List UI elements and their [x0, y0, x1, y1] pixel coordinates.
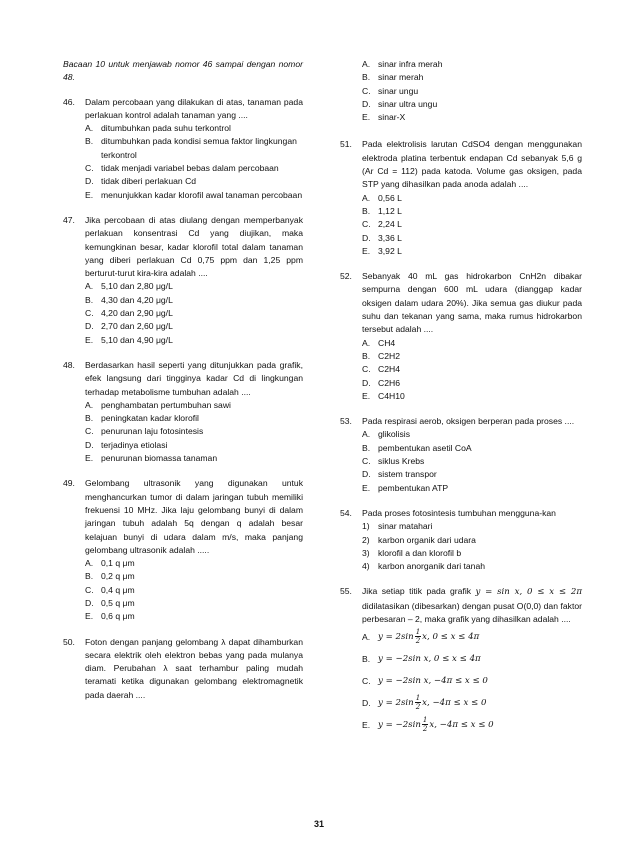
option-text: penghambatan pertumbuhan sawi: [101, 399, 231, 410]
option-letter: B.: [362, 654, 371, 665]
option-a[interactable]: [85, 399, 303, 412]
option-letter: 4): [362, 561, 370, 572]
option-text: 3,92 L: [378, 245, 402, 256]
fraction: [415, 628, 421, 645]
option-d[interactable]: [85, 175, 303, 188]
option-letter: C.: [85, 163, 94, 174]
option-b[interactable]: [362, 350, 582, 363]
option-d[interactable]: [362, 98, 582, 111]
formula-prefix: y = −2sin: [378, 720, 421, 731]
option-letter: B.: [362, 442, 371, 453]
option-e[interactable]: [362, 390, 582, 403]
option-letter: B.: [85, 413, 94, 424]
question-text: [362, 585, 582, 626]
option-letter: A.: [85, 123, 94, 134]
page-number: 31: [313, 819, 324, 829]
option-text: sinar ungu: [378, 85, 419, 96]
option-formula: [378, 714, 582, 736]
option-4[interactable]: [362, 560, 582, 573]
option-c[interactable]: [85, 425, 303, 438]
reading-intro: Bacaan 10 untuk menjawab nomor 46 sampai dengan nomor 48.: [63, 59, 303, 83]
option-text: penurunan laju fotosintesis: [101, 426, 204, 437]
fraction: [422, 716, 428, 733]
option-letter: B.: [362, 205, 371, 216]
question-number: 51.: [340, 139, 352, 150]
option-text: 0,4 q μm: [101, 584, 135, 595]
option-3[interactable]: [362, 547, 582, 560]
option-d[interactable]: [362, 468, 582, 481]
question-48: [63, 359, 303, 465]
option-text: menunjukkan kadar klorofil awal tanaman percobaan: [101, 189, 303, 200]
option-text: 4,20 dan 2,90 μg/L: [101, 308, 173, 319]
option-d[interactable]: [85, 597, 303, 610]
question-46: [63, 96, 303, 202]
option-text: C2H6: [378, 377, 400, 388]
option-a[interactable]: [362, 192, 582, 205]
option-b[interactable]: [85, 135, 303, 162]
option-text: sinar matahari: [378, 521, 433, 532]
option-b[interactable]: [85, 412, 303, 425]
option-letter: B.: [362, 350, 371, 361]
fraction-denominator: 2: [415, 637, 421, 646]
option-letter: D.: [85, 597, 94, 608]
option-letter: C.: [362, 676, 371, 687]
question-54: [340, 507, 582, 573]
option-text: sistem transpor: [378, 469, 437, 480]
option-text: sinar ultra ungu: [378, 98, 438, 109]
formula-suffix: x, −4π ≤ x ≤ 0: [429, 720, 494, 731]
option-letter: C.: [362, 364, 371, 375]
question-text: Sebanyak 40 mL gas hidrokarbon CnH2n dibakar sempurna dengan 600 mL udara (dianggap kadar oksigen dalam udara 20%). Jika semua gas diukur pada suhu dan tekanan yang sama, maka rumus hidrokarbon tersebut adalah ....: [362, 271, 582, 335]
option-a[interactable]: [362, 337, 582, 350]
option-text: tidak menjadi variabel bebas dalam percobaan: [101, 163, 279, 174]
option-letter: B.: [85, 136, 94, 147]
option-a[interactable]: [85, 122, 303, 135]
option-letter: C.: [85, 308, 94, 319]
option-text: tidak diberi perlakuan Cd: [101, 176, 197, 187]
option-text: 1,12 L: [378, 205, 402, 216]
graph-formula: y = sin x, 0 ≤ x ≤ 2π: [475, 587, 583, 598]
option-letter: A.: [362, 59, 371, 69]
question-52: [340, 270, 582, 403]
option-text: C4H10: [378, 390, 405, 401]
option-a[interactable]: [362, 428, 582, 441]
question-number: 47.: [63, 214, 75, 225]
question-50: [63, 636, 303, 702]
option-c[interactable]: [85, 307, 303, 320]
option-e[interactable]: [85, 189, 303, 202]
option-e[interactable]: [362, 482, 582, 495]
question-text: Pada proses fotosintesis tumbuhan mengguna-kan: [362, 507, 556, 518]
fraction-numerator: 1: [415, 694, 421, 703]
option-text: 4,30 dan 4,20 μg/L: [101, 294, 173, 305]
fraction-numerator: 1: [415, 628, 421, 637]
formula-prefix: y = 2sin: [378, 698, 414, 709]
question-text: Pada elektrolisis larutan CdSO4 dengan menggunakan elektroda platina terbentuk endapan Cd sebanyak 5,6 g (Ar Cd = 112) pada katoda. Volume gas oksigen, pada STP yang dihasilkan pada anoda adalah ....: [362, 139, 582, 190]
question-47: [63, 214, 303, 347]
question-number: 52.: [340, 271, 352, 282]
option-text: 5,10 dan 4,90 μg/L: [101, 334, 173, 345]
option-b[interactable]: [85, 570, 303, 583]
option-letter: E.: [85, 189, 94, 200]
option-e[interactable]: [362, 111, 582, 124]
option-c[interactable]: [362, 670, 582, 692]
fraction-numerator: 1: [422, 716, 428, 725]
question-text: Foton dengan panjang gelombang λ dapat dihamburkan secara elektrik oleh elektron bebas yang pada mulanya diam. Perubahan λ saat terhambur paling mudah teramati ketika digunakan gelombang elektromagnetik pada daerah ....: [85, 636, 303, 700]
option-letter: E.: [362, 720, 371, 731]
option-text: 0,5 q μm: [101, 597, 135, 608]
option-text: pembentukan asetil CoA: [378, 442, 472, 453]
option-text: glikolisis: [378, 429, 410, 440]
option-text: karbon anorganik dari tanah: [378, 561, 486, 572]
option-c[interactable]: [362, 455, 582, 468]
fraction-denominator: 2: [415, 703, 421, 712]
option-letter: A.: [85, 558, 94, 569]
option-d[interactable]: [362, 692, 582, 714]
question-53: [340, 415, 582, 495]
option-text: CH4: [378, 337, 396, 348]
question-number: 50.: [63, 636, 75, 647]
option-text: ditumbuhkan pada kondisi semua faktor lingkungan terkontrol: [101, 136, 297, 160]
option-a[interactable]: [362, 58, 582, 71]
option-text: 2,70 dan 2,60 μg/L: [101, 321, 173, 332]
option-letter: E.: [362, 482, 371, 493]
option-d[interactable]: [362, 232, 582, 245]
option-letter: E.: [85, 334, 94, 345]
question-number: 49.: [63, 478, 75, 489]
option-letter: C.: [85, 584, 94, 595]
question-text: Dalam percobaan yang dilakukan di atas, tanaman pada perlakuan kontrol adalah tanaman yang ....: [85, 96, 303, 120]
fraction-denominator: 2: [422, 725, 428, 734]
option-b[interactable]: [362, 442, 582, 455]
question-number: 55.: [340, 586, 352, 597]
option-letter: A.: [85, 281, 94, 292]
option-letter: E.: [85, 611, 94, 622]
option-c[interactable]: [362, 85, 582, 98]
option-letter: B.: [362, 72, 371, 83]
option-c[interactable]: [85, 162, 303, 175]
option-letter: D.: [85, 176, 94, 187]
option-text: terjadinya etiolasi: [101, 439, 168, 450]
option-e[interactable]: [362, 714, 582, 736]
option-text: peningkatan kadar klorofil: [101, 413, 199, 424]
right-column: [340, 58, 582, 748]
option-letter: 1): [362, 521, 370, 532]
option-a[interactable]: [85, 557, 303, 570]
option-text: 0,6 q μm: [101, 611, 135, 622]
question-text-start: Jika setiap titik pada grafik: [362, 586, 472, 597]
option-letter: D.: [362, 469, 371, 480]
option-letter: A.: [362, 337, 371, 348]
option-b[interactable]: [362, 648, 582, 670]
formula-suffix: x, −4π ≤ x ≤ 0: [422, 698, 487, 709]
option-a[interactable]: [85, 280, 303, 293]
option-text: 3,36 L: [378, 232, 402, 243]
fraction: [415, 694, 421, 711]
option-formula: y = −2sin x, −4π ≤ x ≤ 0: [378, 676, 488, 687]
option-text: C2H2: [378, 350, 400, 361]
question-text: Pada respirasi aerob, oksigen berperan pada proses ....: [362, 416, 575, 427]
option-letter: D.: [362, 698, 371, 709]
option-letter: D.: [362, 98, 371, 109]
option-text: 5,10 dan 2,80 μg/L: [101, 281, 173, 292]
option-e[interactable]: [362, 245, 582, 258]
option-letter: E.: [362, 245, 371, 256]
option-text: sinar-X: [378, 112, 406, 123]
option-text: karbon organik dari udara: [378, 534, 476, 545]
question-text-rest: didilatasikan (dibesarkan) dengan pusat O(0,0) dan faktor perbesaran – 2, maka grafik yang dihasilkan adalah ....: [362, 600, 582, 624]
option-text: penurunan biomassa tanaman: [101, 453, 218, 464]
option-text: pembentukan ATP: [378, 482, 449, 493]
option-formula: [378, 626, 582, 648]
question-text: Jika percobaan di atas diulang dengan memperbanyak perlakuan konsentrasi Cd yang diujikan, maka kemungkinan besar, kadar klorofil total dalam tanaman yang diberi perlakuan Cd 0,75 ppm dan 1,25 ppm berturut-turut kira-kira adalah ....: [85, 214, 303, 279]
question-number: 46.: [63, 96, 75, 107]
option-letter: C.: [362, 456, 371, 467]
option-text: ditumbuhkan pada suhu terkontrol: [101, 123, 231, 134]
option-letter: E.: [85, 453, 94, 464]
option-e[interactable]: [85, 610, 303, 623]
option-1[interactable]: [362, 520, 582, 533]
option-b[interactable]: [362, 205, 582, 218]
option-letter: 2): [362, 534, 370, 545]
option-letter: D.: [85, 439, 94, 450]
option-c[interactable]: [85, 584, 303, 597]
question-number: 54.: [340, 507, 352, 518]
option-text: klorofil a dan klorofil b: [378, 547, 462, 558]
option-text: sinar merah: [378, 72, 424, 83]
option-letter: B.: [85, 571, 94, 582]
option-text: 0,1 q μm: [101, 558, 135, 569]
option-text: sinar infra merah: [378, 59, 443, 69]
option-formula: y = −2sin x, 0 ≤ x ≤ 4π: [378, 654, 481, 665]
question-text: Gelombang ultrasonik yang digunakan untuk menghancurkan tumor di dalam jaringan tubuh memiliki frekuensi 10 MHz. Jika laju gelombang bunyi di dalam jaringan tubuh adalah 5q dengan q adalah besar kelajuan bunyi di udara dalam m/s, maka panjang gelombang ultrasonik adalah .....: [85, 478, 303, 555]
question-51: [340, 138, 582, 258]
option-a[interactable]: [362, 626, 582, 648]
option-c[interactable]: [362, 218, 582, 231]
option-letter: A.: [362, 429, 371, 440]
option-text: 0,2 q μm: [101, 571, 135, 582]
option-d[interactable]: [362, 377, 582, 390]
option-letter: C.: [362, 85, 371, 96]
option-c[interactable]: [362, 363, 582, 376]
question-number: 48.: [63, 359, 75, 370]
option-letter: D.: [85, 321, 94, 332]
option-text: 0,56 L: [378, 192, 402, 203]
option-letter: A.: [362, 192, 371, 203]
option-letter: A.: [362, 632, 371, 643]
option-e[interactable]: [85, 334, 303, 347]
option-letter: D.: [362, 232, 371, 243]
option-d[interactable]: [85, 320, 303, 333]
option-d[interactable]: [85, 439, 303, 452]
option-letter: C.: [85, 426, 94, 437]
option-text: siklus Krebs: [378, 456, 425, 467]
option-letter: C.: [362, 219, 371, 230]
formula-suffix: x, 0 ≤ x ≤ 4π: [422, 632, 480, 643]
question-49: [63, 477, 303, 623]
option-b[interactable]: [85, 294, 303, 307]
question-55: [340, 585, 582, 736]
option-e[interactable]: [85, 452, 303, 465]
option-formula: [378, 692, 582, 714]
option-letter: 3): [362, 547, 370, 558]
option-letter: E.: [362, 390, 371, 401]
question-text: Berdasarkan hasil seperti yang ditunjukkan pada grafik, efek langsung dari tingginya kadar Cd di lingkungan terhadap metabolisme tumbuhan adalah ....: [85, 359, 303, 397]
option-letter: E.: [362, 112, 371, 123]
formula-prefix: y = 2sin: [378, 632, 414, 643]
question-number: 53.: [340, 416, 352, 427]
option-letter: B.: [85, 294, 94, 305]
question-50-options: [340, 58, 582, 124]
option-text: 2,24 L: [378, 219, 402, 230]
option-letter: D.: [362, 377, 371, 388]
left-column: [63, 58, 303, 714]
option-2[interactable]: [362, 534, 582, 547]
option-text: C2H4: [378, 364, 400, 375]
option-b[interactable]: [362, 71, 582, 84]
option-letter: A.: [85, 399, 94, 410]
